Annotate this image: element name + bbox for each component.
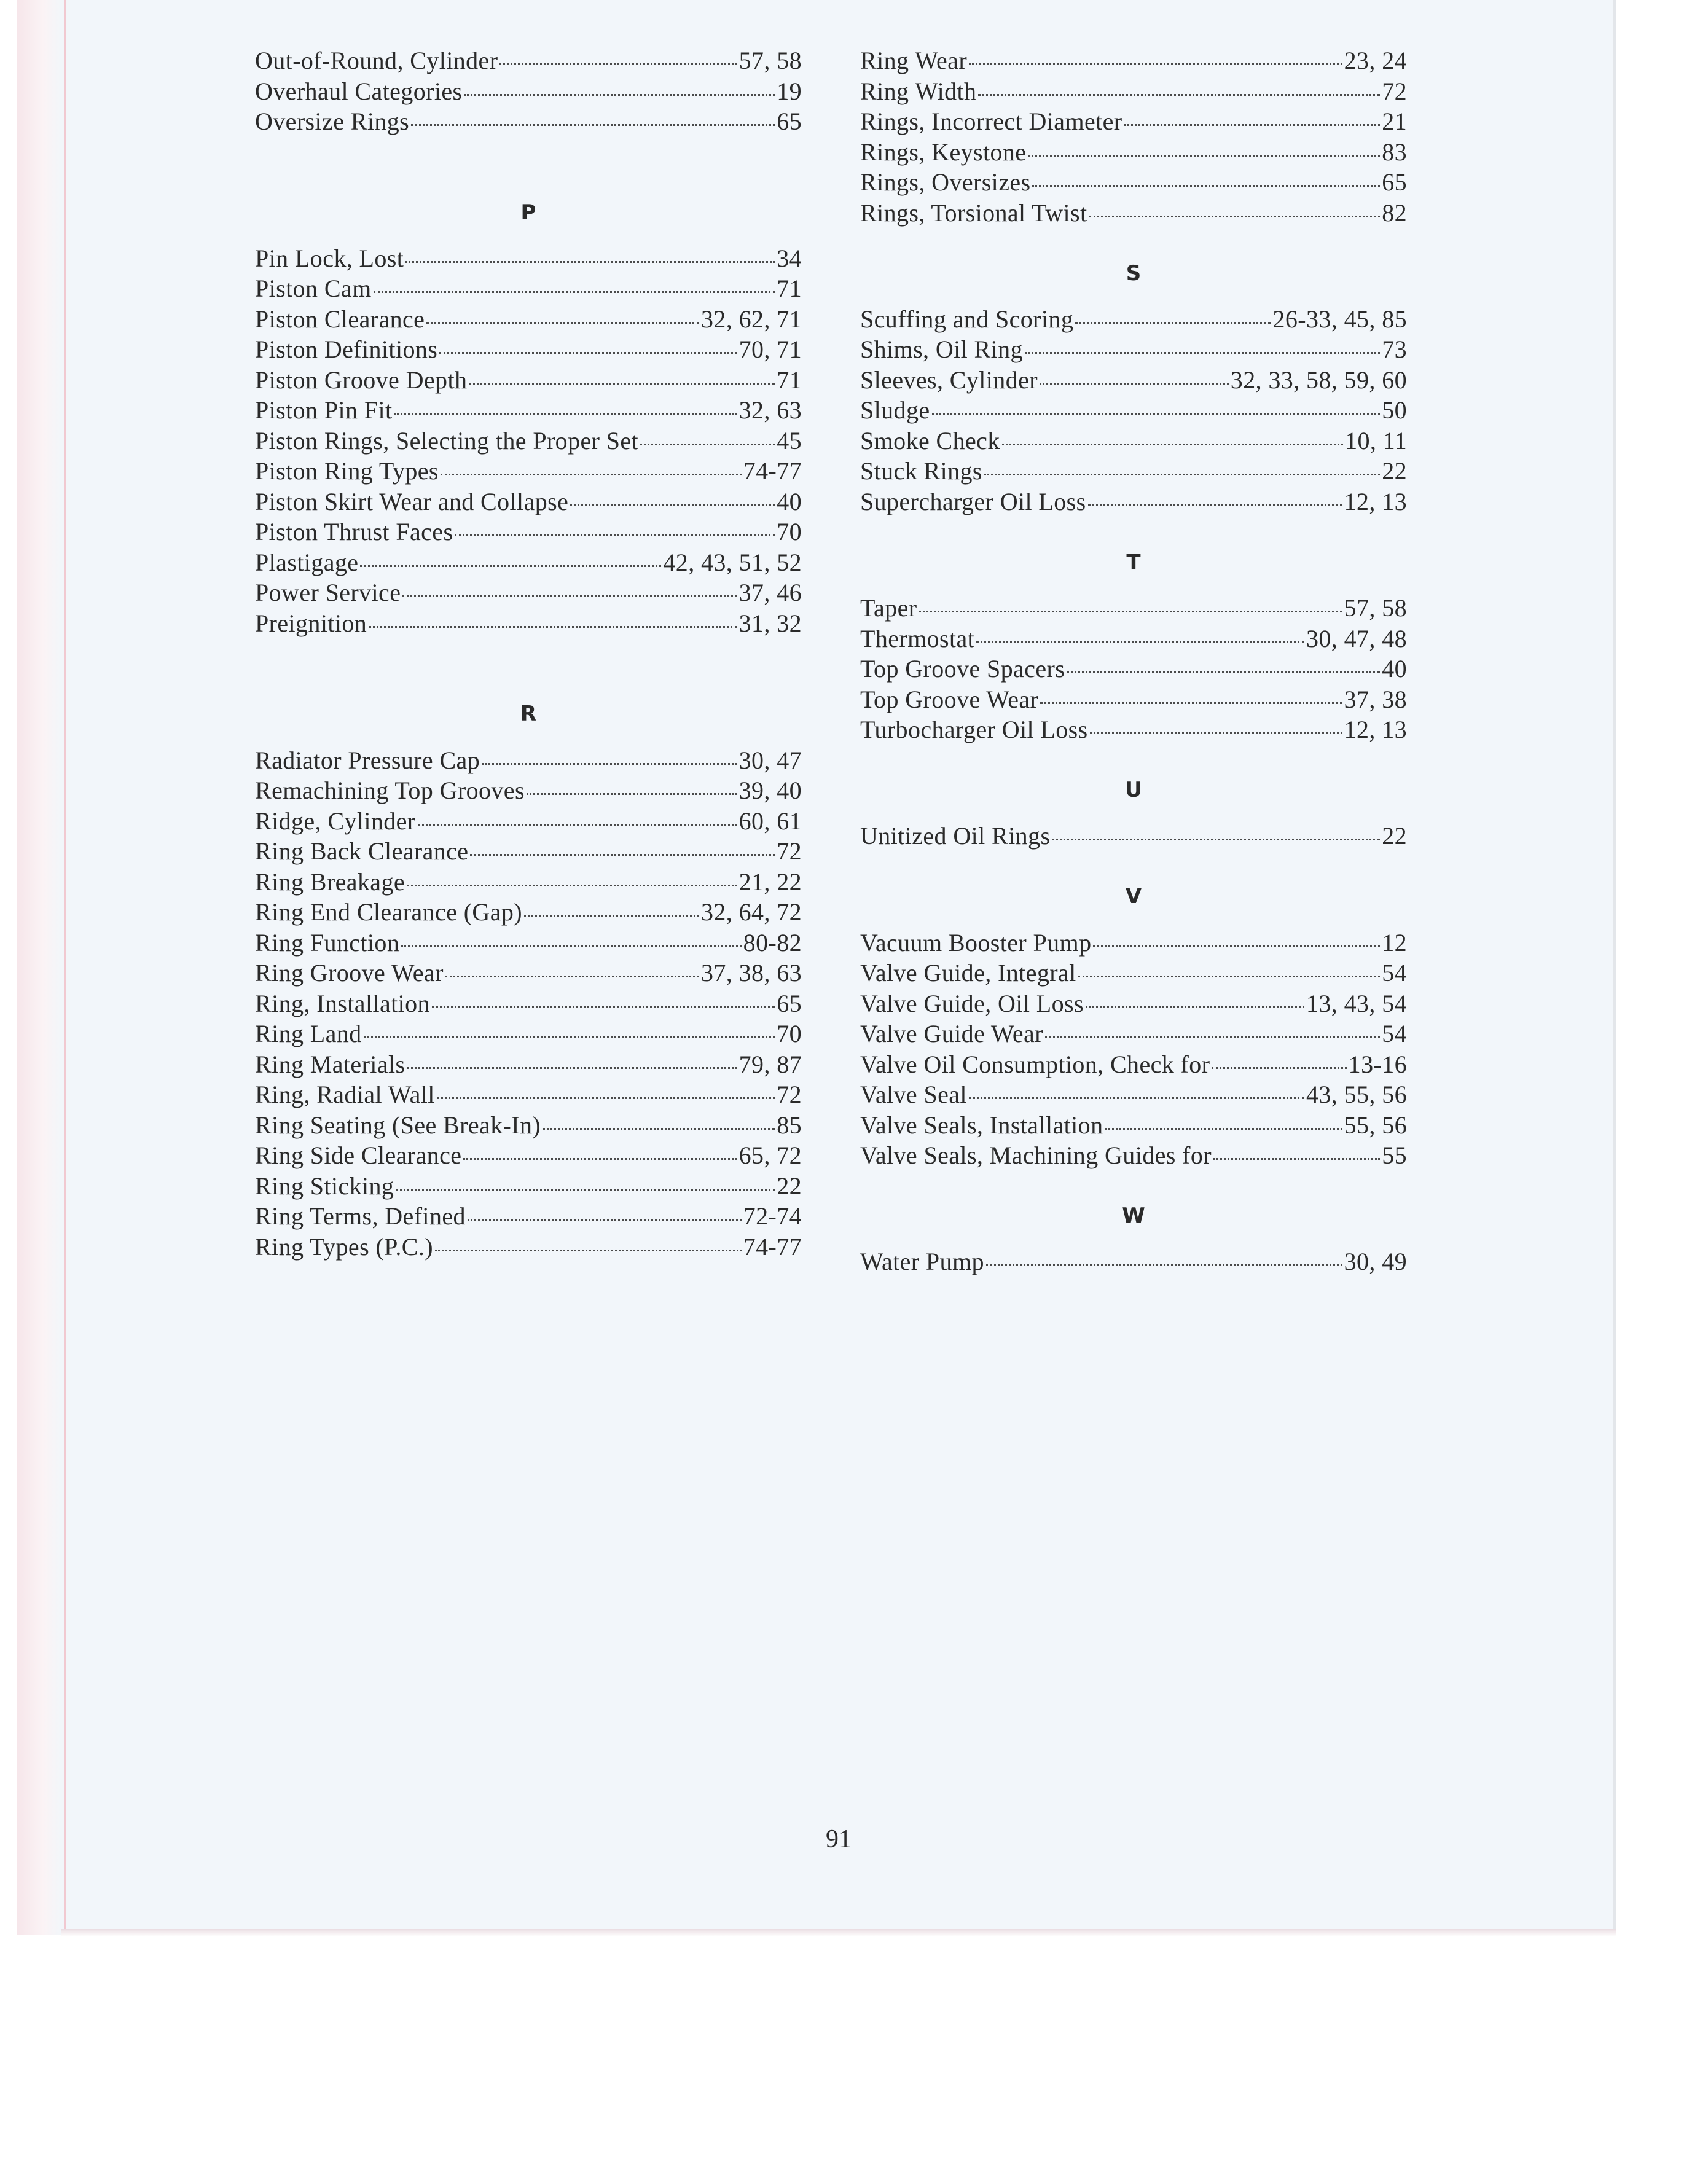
index-term: Unitized Oil Rings <box>860 822 1051 850</box>
index-term: Piston Rings, Selecting the Proper Set <box>255 426 639 455</box>
index-entry <box>255 456 802 487</box>
index-term: Valve Guide, Oil Loss <box>860 989 1084 1017</box>
dot-leader <box>364 1036 775 1038</box>
index-entry <box>860 624 1407 654</box>
index-term: Smoke Check <box>860 426 1000 455</box>
index-entry <box>860 167 1407 198</box>
index-term: Ring Types (P.C.) <box>255 1232 433 1261</box>
page-number: 91 <box>826 1825 852 1853</box>
dot-leader <box>401 945 741 947</box>
dot-leader <box>407 1067 737 1069</box>
dot-leader <box>1045 1036 1380 1038</box>
index-entry <box>255 1232 802 1262</box>
index-term: Rings, Torsional Twist <box>860 198 1087 227</box>
index-entry <box>860 1246 1407 1277</box>
index-term: Top Groove Spacers <box>860 655 1065 683</box>
index-column-left <box>255 45 802 1262</box>
index-term: Piston Skirt Wear and Collapse <box>255 487 569 515</box>
section-letter-heading: V <box>1125 884 1142 909</box>
spacer <box>255 669 802 700</box>
section-letter-heading: S <box>1126 260 1142 286</box>
spacer <box>860 912 1407 928</box>
index-page-refs: 30, 47, 48 <box>1306 624 1407 652</box>
index-term: Rings, Keystone <box>860 138 1027 166</box>
index-page-refs: 22 <box>1382 457 1407 485</box>
index-page-refs: 60, 61 <box>738 807 802 835</box>
index-entry <box>860 714 1407 745</box>
dot-leader <box>1052 839 1380 840</box>
index-page-refs: 31, 32 <box>738 609 802 637</box>
index-entry <box>255 1049 802 1080</box>
index-page-refs: 71 <box>777 275 802 303</box>
index-entry <box>255 928 802 958</box>
dot-leader <box>524 915 699 917</box>
page-left-edge <box>0 0 61 1935</box>
index-entry <box>860 1049 1407 1080</box>
index-term: Vacuum Booster Pump <box>860 928 1092 957</box>
index-page-refs: 12 <box>1382 928 1407 957</box>
dot-leader <box>1078 976 1381 977</box>
dot-leader <box>1040 383 1229 385</box>
index-entry <box>255 365 802 396</box>
dot-leader <box>1212 1067 1346 1069</box>
index-column-right <box>860 45 1407 1277</box>
index-entry <box>860 304 1407 335</box>
dot-leader <box>432 1006 775 1008</box>
dot-leader <box>1213 1158 1380 1160</box>
dot-leader <box>464 94 775 96</box>
index-page-refs: 37, 46 <box>738 579 802 607</box>
index-page-refs: 65 <box>777 989 802 1017</box>
dot-leader <box>1105 1128 1342 1130</box>
index-page-refs: 82 <box>1382 198 1407 227</box>
index-entry <box>860 198 1407 229</box>
index-term: Ring Side Clearance <box>255 1141 462 1169</box>
index-page-refs: 12, 13 <box>1344 487 1407 515</box>
index-page-refs: 85 <box>777 1111 802 1139</box>
index-entry <box>255 806 802 837</box>
dot-leader <box>986 1264 1342 1266</box>
index-page-refs: 40 <box>1382 655 1407 683</box>
index-term: Ring Back Clearance <box>255 837 469 865</box>
index-page-refs: 50 <box>1382 396 1407 425</box>
dot-leader <box>418 824 737 826</box>
index-term: Ring Materials <box>255 1050 405 1078</box>
dot-leader <box>976 641 1304 643</box>
index-term: Ring Wear <box>860 47 968 74</box>
index-page-refs: 57, 58 <box>738 47 802 74</box>
index-term: Taper <box>860 594 917 622</box>
index-term: Piston Thrust Faces <box>255 518 453 546</box>
index-term: Thermostat <box>860 624 975 652</box>
index-page-refs: 22 <box>777 1172 802 1200</box>
page-right-edge <box>1613 0 1616 1935</box>
index-term: Ring Width <box>860 77 977 105</box>
dot-leader <box>482 763 737 765</box>
index-entry <box>255 836 802 867</box>
dot-leader <box>405 261 775 263</box>
index-term: Piston Cam <box>255 275 372 303</box>
index-entry <box>255 243 802 274</box>
index-term: Turbocharger Oil Loss <box>860 716 1088 743</box>
index-page-refs: 55, 56 <box>1344 1111 1407 1139</box>
index-term: Piston Ring Types <box>255 457 439 485</box>
index-term: Valve Oil Consumption, Check for <box>860 1050 1210 1078</box>
index-page-refs: 32, 63 <box>738 396 802 425</box>
dot-leader <box>1040 702 1342 704</box>
index-entry <box>860 426 1407 456</box>
dot-leader <box>441 474 742 475</box>
index-term: Piston Groove Depth <box>255 366 468 394</box>
index-entry <box>860 334 1407 365</box>
page-bottom-edge <box>61 1929 1616 1936</box>
index-page-refs: 32, 33, 58, 59, 60 <box>1230 366 1407 394</box>
dot-leader <box>1067 671 1380 673</box>
index-term: Piston Definitions <box>255 335 438 364</box>
index-entry <box>255 1110 802 1141</box>
index-term: Rings, Oversizes <box>860 168 1031 196</box>
dot-leader <box>1025 352 1380 354</box>
dot-leader <box>469 383 775 385</box>
index-entry <box>860 1019 1407 1049</box>
index-page-refs: 19 <box>777 77 802 105</box>
index-page-refs: 30, 49 <box>1344 1248 1407 1276</box>
dot-leader <box>411 124 775 126</box>
index-entry <box>255 988 802 1019</box>
index-term: Ring Breakage <box>255 867 405 896</box>
section-letter-heading: P <box>520 200 536 225</box>
index-page-refs: 21 <box>1382 108 1407 135</box>
dot-leader <box>394 413 737 415</box>
index-entry <box>860 1140 1407 1171</box>
index-term: Water Pump <box>860 1248 984 1276</box>
index-term: Valve Seal <box>860 1081 967 1108</box>
index-page-refs: 65 <box>1382 168 1407 196</box>
section-letter-heading: W <box>1122 1203 1145 1228</box>
index-entry <box>860 593 1407 624</box>
dot-leader <box>396 1189 775 1191</box>
index-page-refs: 72 <box>1382 77 1407 105</box>
index-entry <box>860 958 1407 988</box>
index-page-refs: 74-77 <box>743 1232 802 1261</box>
index-page-refs: 37, 38 <box>1344 685 1407 713</box>
dot-leader <box>1093 945 1380 947</box>
dot-leader <box>932 413 1381 415</box>
index-page-refs: 74-77 <box>743 457 802 485</box>
index-term: Oversize Rings <box>255 108 410 135</box>
index-term: Power Service <box>255 579 401 607</box>
index-page-refs: 30, 47 <box>738 746 802 774</box>
index-term: Out-of-Round, Cylinder <box>255 47 498 74</box>
dot-leader <box>984 474 1380 475</box>
index-term: Ring Groove Wear <box>255 959 444 987</box>
index-entry <box>860 365 1407 396</box>
index-term: Valve Guide Wear <box>860 1020 1043 1047</box>
dot-leader <box>1090 732 1342 734</box>
index-term: Piston Clearance <box>255 305 425 333</box>
dot-leader <box>527 793 737 795</box>
dot-leader <box>463 1158 737 1160</box>
dot-leader <box>369 626 737 628</box>
index-term: Ring End Clearance (Gap) <box>255 898 522 926</box>
spacer <box>255 137 802 168</box>
index-entry <box>255 775 802 806</box>
index-page-refs: 34 <box>777 244 802 272</box>
spacer <box>860 289 1407 304</box>
index-page-refs: 73 <box>1382 335 1407 364</box>
index-term: Valve Seals, Installation <box>860 1111 1103 1139</box>
dot-leader <box>468 1219 742 1221</box>
index-page-refs: 22 <box>1382 822 1407 850</box>
index-page-refs: 26-33, 45, 85 <box>1272 305 1407 333</box>
dot-leader <box>437 1097 775 1099</box>
index-entry <box>255 1201 802 1232</box>
index-entry <box>860 821 1407 851</box>
index-entry <box>255 106 802 137</box>
index-entry <box>255 577 802 608</box>
dot-leader <box>969 63 1342 65</box>
index-term: Valve Guide, Integral <box>860 959 1076 987</box>
index-entry <box>860 45 1407 76</box>
index-page-refs: 10, 11 <box>1345 426 1407 455</box>
dot-leader <box>1028 155 1380 157</box>
index-entry <box>255 608 802 639</box>
index-page-refs: 70 <box>777 518 802 546</box>
index-term: Ring Sticking <box>255 1172 394 1200</box>
index-page-refs: 39, 40 <box>738 777 802 804</box>
spacer <box>860 577 1407 593</box>
spacer <box>860 517 1407 547</box>
index-entry <box>860 684 1407 715</box>
spacer <box>255 730 802 745</box>
index-page-refs: 72 <box>777 1081 802 1108</box>
dot-leader <box>1124 124 1381 126</box>
dot-leader <box>445 976 699 977</box>
index-entry <box>255 273 802 304</box>
spacer <box>860 851 1407 882</box>
section-letter-heading: U <box>1125 778 1142 802</box>
index-entry <box>860 487 1407 517</box>
index-term: Valve Seals, Machining Guides for <box>860 1141 1212 1169</box>
spacer <box>860 806 1407 821</box>
dot-leader <box>1089 216 1381 217</box>
index-term: Ridge, Cylinder <box>255 807 416 835</box>
index-term: Scuffing and Scoring <box>860 305 1074 333</box>
dot-leader <box>640 444 775 445</box>
index-page-refs: 65, 72 <box>738 1141 802 1169</box>
index-page-refs: 54 <box>1382 1020 1407 1047</box>
index-entry <box>255 45 802 76</box>
index-page-refs: 83 <box>1382 138 1407 166</box>
dot-leader <box>978 94 1380 96</box>
index-entry <box>255 1171 802 1202</box>
page-binding-line <box>64 0 66 1935</box>
index-entry <box>255 487 802 517</box>
spacer <box>255 167 802 198</box>
dot-leader <box>360 565 661 567</box>
index-term: Overhaul Categories <box>255 77 463 105</box>
index-page-refs: 54 <box>1382 959 1407 987</box>
index-page-refs: 57, 58 <box>1344 594 1407 622</box>
index-page-refs: 13-16 <box>1348 1050 1407 1078</box>
index-term: Ring Terms, Defined <box>255 1202 466 1230</box>
index-term: Supercharger Oil Loss <box>860 487 1086 515</box>
index-page-refs: 70, 71 <box>738 335 802 364</box>
index-term: Pin Lock, Lost <box>255 244 404 272</box>
dot-leader <box>1002 444 1343 445</box>
index-page-refs: 40 <box>777 487 802 515</box>
index-page-refs: 43, 55, 56 <box>1306 1081 1407 1108</box>
index-entry <box>860 456 1407 487</box>
dot-leader <box>374 291 775 293</box>
index-entry <box>255 304 802 335</box>
index-entry <box>255 897 802 928</box>
index-page-refs: 37, 38, 63 <box>701 959 802 987</box>
spacer <box>860 1171 1407 1202</box>
index-page-refs: 72-74 <box>743 1202 802 1230</box>
index-page-refs: 70 <box>777 1020 802 1047</box>
index-entry <box>255 76 802 107</box>
index-entry <box>860 76 1407 107</box>
dot-leader <box>435 1250 742 1251</box>
index-entry <box>255 517 802 547</box>
index-term: Ring, Radial Wall <box>255 1081 435 1108</box>
dot-leader <box>470 854 775 856</box>
dot-leader <box>919 611 1342 612</box>
index-entry <box>255 745 802 776</box>
dot-leader <box>1075 322 1271 324</box>
spacer <box>255 638 802 669</box>
index-page-refs: 21, 22 <box>738 867 802 896</box>
dot-leader <box>455 534 775 536</box>
index-term: Top Groove Wear <box>860 685 1039 713</box>
index-page-refs: 42, 43, 51, 52 <box>663 548 802 576</box>
index-term: Piston Pin Fit <box>255 396 393 425</box>
index-term: Preignition <box>255 609 367 637</box>
section-letter-heading: T <box>1126 549 1141 574</box>
dot-leader <box>1088 504 1342 506</box>
index-term: Ring Function <box>255 928 400 957</box>
index-entry <box>860 395 1407 426</box>
spacer <box>255 228 802 243</box>
dot-leader <box>543 1128 775 1130</box>
index-entry <box>860 1110 1407 1141</box>
dot-leader <box>402 595 737 597</box>
index-page-refs: 32, 62, 71 <box>701 305 802 333</box>
index-entry <box>255 334 802 365</box>
dot-leader <box>969 1097 1304 1099</box>
index-entry <box>255 867 802 898</box>
index-page-refs: 80-82 <box>743 928 802 957</box>
index-entry <box>255 1019 802 1049</box>
index-entry <box>255 547 802 578</box>
index-entry <box>860 1079 1407 1110</box>
index-term: Sleeves, Cylinder <box>860 366 1038 394</box>
index-entry <box>860 654 1407 684</box>
index-entry <box>860 106 1407 137</box>
index-page-refs: 23, 24 <box>1344 47 1407 74</box>
index-page-refs: 71 <box>777 366 802 394</box>
index-page-refs: 79, 87 <box>738 1050 802 1078</box>
index-term: Shims, Oil Ring <box>860 335 1023 364</box>
index-term: Rings, Incorrect Diameter <box>860 108 1122 135</box>
index-term: Ring, Installation <box>255 989 430 1017</box>
spacer <box>860 228 1407 259</box>
index-term: Ring Seating (See Break-In) <box>255 1111 541 1139</box>
index-page-refs: 13, 43, 54 <box>1306 989 1407 1017</box>
index-page-refs: 55 <box>1382 1141 1407 1169</box>
index-entry <box>255 426 802 456</box>
dot-leader <box>499 63 737 65</box>
index-page-refs: 12, 13 <box>1344 716 1407 743</box>
spacer <box>860 1232 1407 1247</box>
index-entry <box>255 395 802 426</box>
index-entry <box>860 137 1407 168</box>
index-entry <box>860 988 1407 1019</box>
section-letter-heading: R <box>520 702 537 727</box>
dot-leader <box>407 885 737 886</box>
index-page-refs: 45 <box>777 426 802 455</box>
index-term: Stuck Rings <box>860 457 982 485</box>
index-entry <box>860 928 1407 958</box>
index-page-refs: 32, 64, 72 <box>701 898 802 926</box>
index-page-refs: 72 <box>777 837 802 865</box>
index-term: Sludge <box>860 396 930 425</box>
dot-leader <box>439 352 737 354</box>
index-entry <box>255 1140 802 1171</box>
index-term: Radiator Pressure Cap <box>255 746 480 774</box>
spacer <box>860 745 1407 776</box>
index-term: Ring Land <box>255 1020 362 1047</box>
index-term: Plastigage <box>255 548 359 576</box>
index-entry <box>255 1079 802 1110</box>
index-entry <box>255 958 802 988</box>
index-page-refs: 65 <box>777 108 802 135</box>
index-term: Remachining Top Grooves <box>255 777 525 804</box>
dot-leader <box>426 322 699 324</box>
dot-leader <box>570 504 775 506</box>
dot-leader <box>1032 185 1380 187</box>
dot-leader <box>1086 1006 1304 1008</box>
